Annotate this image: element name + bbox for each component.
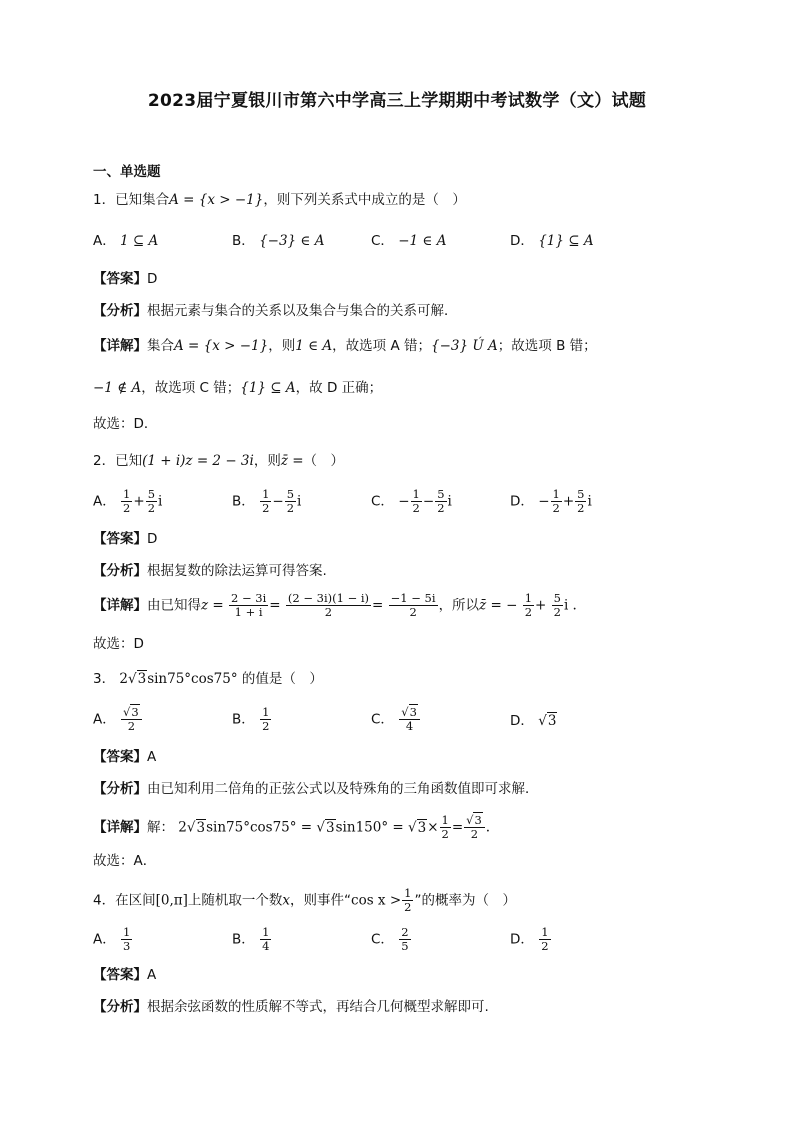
q3-analysis: 【分析】由已知利用二倍角的正弦公式以及特殊角的三角函数值即可求解．: [93, 781, 539, 797]
q1-option-a: A． 1 ⊆ A: [93, 233, 159, 249]
q1-detail-line1: 【详解】集合A = {x > −1}，则1 ∈ A，故选项 A 错；{−3} Ú A；故选项 B 错；: [93, 338, 597, 354]
q1-option-b: B． {−3} ∈ A: [232, 233, 325, 249]
q4-analysis: 【分析】根据余弦函数的性质解不等式，再结合几何概型求解即可.: [93, 999, 489, 1015]
question-4-stem: 4．在区间[0,π]上随机取一个数x，则事件“cos x > $\frac{1}{2}$ ”的概率为（ ）: [93, 886, 516, 914]
q3-option-c: C． $\frac{√3}{4}$: [371, 706, 421, 733]
q3-detail: 【详解】解： 2√3sin75°cos75° = √3sin150° = √3× $\frac{1}{2}$ = $\frac{√3}{2}$ .: [93, 813, 491, 841]
q2-conclusion: 故选：D: [93, 636, 144, 652]
q3-answer: 【答案】A: [93, 749, 157, 765]
q2-answer: 【答案】D: [93, 531, 158, 547]
q2-analysis: 【分析】根据复数的除法运算可得答案.: [93, 563, 327, 579]
q4-option-c: C． $\frac{2}{5}$: [371, 925, 409, 953]
q2-option-c: C． − $\frac{1}{2}$ − $\frac{5}{2}$ i: [371, 487, 452, 515]
q1-set: A = {x > −1}: [169, 192, 264, 208]
q1-option-d: D． {1} ⊆ A: [510, 233, 594, 249]
q3-option-d: D． √3: [510, 713, 557, 729]
q4-option-b: B． $\frac{1}{4}$: [232, 925, 270, 953]
q2-option-d: D． − $\frac{1}{2}$ + $\frac{5}{2}$ i: [510, 487, 592, 515]
q1-detail-line2: −1 ∉ A，故选项 C 错；{1} ⊆ A，故 D 正确；: [93, 380, 383, 396]
q2-option-a: A． $\frac{1}{2}$ + $\frac{5}{2}$ i: [93, 487, 163, 515]
question-3-stem: 3． 2√3sin75°cos75° 的值是（ ）: [93, 671, 323, 687]
question-2-stem: 2．已知(1 + i)z = 2 − 3i，则z̄ =（ ）: [93, 453, 345, 469]
q1-answer: 【答案】D: [93, 271, 158, 287]
q3-option-b: B． $\frac{1}{2}$: [232, 705, 270, 733]
q4-option-a: A． $\frac{1}{3}$: [93, 925, 131, 953]
q1-conclusion: 故选：D．: [93, 416, 158, 432]
q3-conclusion: 故选：A．: [93, 853, 157, 869]
section-heading: 一、单选题: [93, 164, 161, 180]
q2-option-b: B． $\frac{1}{2}$ − $\frac{5}{2}$ i: [232, 487, 302, 515]
question-1-stem: 1．已知集合A = {x > −1}，则下列关系式中成立的是（ ）: [93, 192, 466, 208]
q1-number: 1．: [93, 192, 116, 208]
q2-detail: 【详解】由已知得z = $\frac{2 - 3i}{1 + i}$ = $\frac{(2 - 3i)(1 - i)}{2}$ = $\frac{-1 - 5i}{2}$ ，所以z̄ = − $\frac{1}{2}$ + $\frac{5}{2}$ i .: [93, 591, 577, 619]
q4-option-d: D． $\frac{1}{2}$: [510, 925, 549, 953]
q1-option-c: C． −1 ∈ A: [371, 233, 447, 249]
q3-option-a: A． $\frac{√3}{2}$: [93, 706, 143, 733]
q1-analysis: 【分析】根据元素与集合的关系以及集合与集合的关系可解．: [93, 303, 458, 319]
q4-answer: 【答案】A: [93, 967, 157, 983]
page-title: 2023届宁夏银川市第六中学高三上学期期中考试数学（文）试题: [147, 91, 647, 111]
